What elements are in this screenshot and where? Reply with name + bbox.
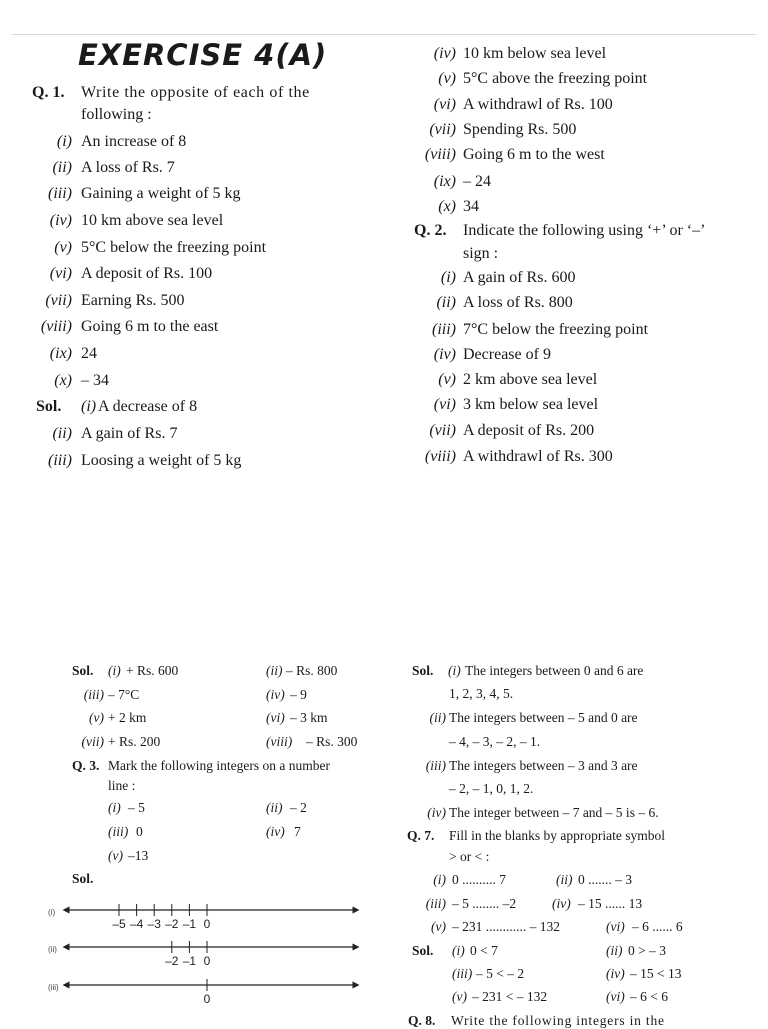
number-line-label: (ii) [48, 945, 57, 954]
sol2-item-text: – 9 [290, 687, 307, 702]
q1-item-label: (ii) [52, 159, 72, 176]
sol6-part-line: 1, 2, 3, 4, 5. [449, 686, 514, 701]
sol2-item-label: (v) [89, 710, 104, 725]
sol6-part-line: The integers between – 3 and 3 are [449, 758, 638, 773]
q3-item-text: –13 [128, 848, 149, 863]
sol2-item-text: + Rs. 200 [108, 734, 161, 749]
sol7-item-label: (i) [452, 943, 465, 958]
q7-item-text: – 231 ............ – 132 [452, 919, 560, 934]
q1-item-text: 10 km above sea level [81, 212, 224, 229]
sol2-item-text: – 3 km [290, 710, 328, 725]
sol1-item-label: (vii) [429, 121, 456, 138]
sol2-label: Sol. [72, 663, 94, 678]
sol7-item-label: (iv) [606, 966, 625, 981]
number-line-tick-label: –1 [182, 917, 197, 931]
q1-item-text: A loss of Rs. 7 [81, 159, 175, 176]
q3-text: Mark the following integers on a number [108, 758, 330, 773]
q1-item-label: (iii) [48, 185, 72, 202]
sol1-item-text: A gain of Rs. 7 [81, 425, 178, 442]
sol7-item-label: (ii) [606, 943, 623, 958]
sol1-item-text: A withdrawl of Rs. 100 [463, 96, 613, 113]
sol1-item-text: A decrease of 8 [98, 398, 198, 415]
number-line-tick-label: 0 [203, 917, 211, 931]
number-line-ticks [112, 904, 210, 931]
q2-item-label: (iv) [433, 346, 456, 363]
q1-item-text: An increase of 8 [81, 133, 187, 150]
sol7-item-text: – 15 < 13 [630, 966, 682, 981]
q2-item-label: (vii) [429, 422, 456, 439]
q7-item-text: – 6 ...... 6 [632, 919, 683, 934]
number-line-ticks [204, 979, 211, 1006]
sol6-part-line: The integers between – 5 and 0 are [449, 710, 638, 725]
sol2-item-text: – Rs. 300 [306, 734, 358, 749]
sol2-item-label: (viii) [266, 734, 293, 749]
sol1-item-label: (iv) [433, 45, 456, 62]
q3-item-text: 0 [136, 824, 143, 839]
q7-number: Q. 7. [407, 828, 435, 843]
q2-text: Indicate the following using ‘+’ or ‘–’ [463, 222, 706, 239]
q7-item-text: – 5 ........ –2 [452, 896, 517, 911]
q2-number: Q. 2. [414, 222, 447, 239]
sol1-item-text: Going 6 m to the west [463, 146, 605, 163]
q2-item-text: 2 km above sea level [463, 371, 598, 388]
q2-item-label: (ii) [436, 294, 456, 311]
sol7-item-label: (vi) [606, 989, 625, 1004]
q1-item-text: 24 [81, 345, 97, 362]
sol6-part-label: (iii) [425, 758, 446, 773]
sol6-part-line: – 2, – 1, 0, 1, 2. [449, 781, 534, 796]
q2-item-text: Decrease of 9 [463, 346, 551, 363]
number-line-label: (iii) [48, 983, 59, 992]
exercise-title: EXERCISE 4(A) [78, 38, 328, 72]
sol2-item-label: (vi) [266, 710, 285, 725]
sol7-item-text: – 231 < – 132 [472, 989, 548, 1004]
q3-text-2: line : [108, 778, 136, 793]
sol7-item-text: – 6 < 6 [630, 989, 668, 1004]
q2-item-label: (i) [440, 269, 456, 286]
q2-item-label: (v) [438, 371, 456, 388]
sol2-item-label: (ii) [266, 663, 283, 678]
sol7-label: Sol. [412, 943, 434, 958]
sol7-item-label: (v) [452, 989, 467, 1004]
q1-item-text: A deposit of Rs. 100 [81, 265, 213, 282]
q7-item-label: (vi) [606, 919, 625, 934]
number-line-tick-label: 0 [203, 992, 211, 1006]
q2-item-text: A gain of Rs. 600 [463, 269, 576, 286]
sol1-item-label: (iii) [48, 452, 72, 469]
number-line-tick-label: –5 [112, 917, 126, 931]
sol1-item-label: (viii) [424, 146, 456, 163]
sol2-item-text: – Rs. 800 [286, 663, 338, 678]
q7-item-label: (iii) [425, 896, 446, 911]
q3-item-label: (iv) [266, 824, 285, 839]
q2-item-text: A withdrawl of Rs. 300 [463, 448, 613, 465]
q1-item-label: (vi) [49, 265, 72, 282]
sol7-item-text: 0 < 7 [470, 943, 498, 958]
q7-item-label: (v) [431, 919, 446, 934]
number-lines [0, 895, 380, 1015]
sol7-item-text: – 5 < – 2 [476, 966, 525, 981]
sol3-label: Sol. [72, 871, 94, 886]
sol1-item-label: (x) [438, 198, 456, 215]
q1-item-text: Going 6 m to the east [81, 318, 219, 335]
number-line-tick-label: –4 [129, 917, 144, 931]
q3-item-label: (ii) [266, 800, 283, 815]
q1-item-label: (ix) [49, 345, 72, 362]
sol1-item-label: (vi) [433, 96, 456, 113]
sol2-item-text: + Rs. 600 [126, 663, 179, 678]
sol7-item-label: (iii) [452, 966, 473, 981]
sol1-item-text: 5°C above the freezing point [463, 70, 648, 87]
q3-number: Q. 3. [72, 758, 100, 773]
number-line-tick-label: –2 [165, 917, 179, 931]
sol2-item-label: (iv) [266, 687, 285, 702]
q3-item-text: – 2 [290, 800, 307, 815]
q1-item-label: (iv) [49, 212, 72, 229]
q7-text: Fill in the blanks by appropriate symbol [449, 828, 665, 843]
number-line-tick-label: –3 [147, 917, 161, 931]
q7-item-text: 0 ....... – 3 [578, 872, 632, 887]
number-line-tick-label: –1 [182, 954, 197, 968]
sol2-item-text: + 2 km [108, 710, 147, 725]
sol1-item-label: (ii) [52, 425, 72, 442]
sol6-part-label: (i) [448, 663, 461, 678]
sol6-part-line: The integer between – 7 and – 5 is – 6. [449, 805, 659, 820]
q2-item-text: A deposit of Rs. 200 [463, 422, 595, 439]
q7-item-label: (ii) [556, 872, 573, 887]
sol1-item-label: (v) [438, 70, 456, 87]
q1-item-text: Earning Rs. 500 [81, 292, 185, 309]
q3-item-text: 7 [294, 824, 301, 839]
sol7-item-text: 0 > – 3 [628, 943, 666, 958]
sol1-item-text: Loosing a weight of 5 kg [81, 452, 242, 469]
q3-item-label: (iii) [108, 824, 129, 839]
q1-item-label: (vii) [45, 292, 72, 309]
number-line-label: (i) [48, 908, 56, 917]
sol2-item-text: – 7°C [108, 687, 140, 702]
q2-item-label: (viii) [424, 448, 456, 465]
q1-item-label: (x) [54, 372, 72, 389]
sol1-item-text: 10 km below sea level [463, 45, 607, 62]
sol1-item-text: 34 [463, 198, 479, 215]
q3-item-text: – 5 [128, 800, 145, 815]
q2-item-text: A loss of Rs. 800 [463, 294, 573, 311]
sol2-item-label: (vii) [81, 734, 104, 749]
sol6-part-label: (iv) [427, 805, 446, 820]
q2-item-text: 3 km below sea level [463, 396, 599, 413]
q8-text: Write the following integers in the [451, 1013, 665, 1028]
q2-item-label: (vi) [433, 396, 456, 413]
q1-text: Write the opposite of each of the [81, 84, 310, 101]
sol6-part-line: The integers between 0 and 6 are [465, 663, 644, 678]
q2-text-2: sign : [463, 245, 499, 262]
q7-item-label: (i) [433, 872, 446, 887]
q2-item-text: 7°C below the freezing point [463, 321, 649, 338]
sol1-item-text: – 24 [463, 173, 491, 190]
q7-text-2: > or < : [449, 849, 490, 864]
sol1-item-text: Spending Rs. 500 [463, 121, 577, 138]
q1-item-text: Gaining a weight of 5 kg [81, 185, 241, 202]
q3-item-label: (i) [108, 800, 121, 815]
q1-item-text: – 34 [81, 372, 109, 389]
sol6-part-line: – 4, – 3, – 2, – 1. [449, 734, 541, 749]
q2-item-label: (iii) [432, 321, 456, 338]
q7-item-text: 0 .......... 7 [452, 872, 506, 887]
q1-item-label: (i) [56, 133, 72, 150]
sol6-part-label: (ii) [429, 710, 446, 725]
top-divider [12, 34, 756, 35]
q3-item-label: (v) [108, 848, 123, 863]
sol1-item-label: (i) [81, 398, 97, 415]
sol6-label: Sol. [412, 663, 434, 678]
q1-number: Q. 1. [32, 84, 65, 101]
sol2-item-label: (iii) [83, 687, 104, 702]
sol2-item-label: (i) [108, 663, 121, 678]
q1-text-2: following : [81, 106, 152, 123]
q7-item-label: (iv) [552, 896, 571, 911]
number-line-tick-label: –2 [165, 954, 179, 968]
q1-item-label: (v) [54, 239, 72, 256]
q1-item-label: (viii) [40, 318, 72, 335]
sol1-item-label: (ix) [433, 173, 456, 190]
q8-number: Q. 8. [408, 1013, 436, 1028]
q1-item-text: 5°C below the freezing point [81, 239, 267, 256]
sol1-label: Sol. [36, 398, 62, 415]
number-line-ticks [165, 941, 211, 968]
q7-item-text: – 15 ...... 13 [578, 896, 643, 911]
number-line-tick-label: 0 [203, 954, 211, 968]
